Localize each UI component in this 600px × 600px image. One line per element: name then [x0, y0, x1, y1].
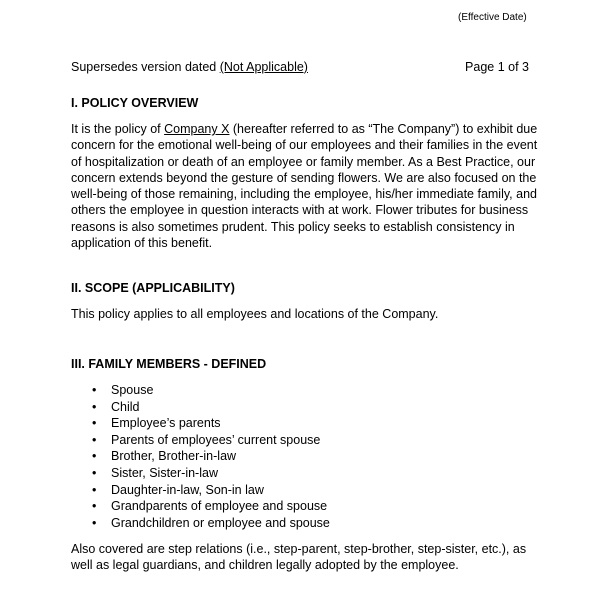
- supersedes-label: Supersedes version dated: [71, 60, 220, 74]
- family-members-list: [92, 382, 330, 531]
- bullet-icon: •: [92, 465, 97, 480]
- bullet-icon: •: [92, 449, 97, 464]
- supersedes-line: [71, 60, 308, 74]
- list-item: • Grandparents of employee and spouse: [92, 499, 328, 514]
- list-item: • Brother, Brother-in-law: [92, 449, 237, 464]
- company-name: Company X: [164, 122, 230, 136]
- list-item: • Employee’s parents: [92, 416, 221, 431]
- bullet-icon: •: [92, 432, 97, 447]
- bullet-icon: •: [92, 482, 97, 497]
- overview-text-rest: (hereafter referred to as “The Company”) to exhibit due concern for the emotional well-being of our employees and their families in the event of hospitalization or death of an employee or family member. As a Best Practice, our concern extends beyond the gesture of sending flowers. We are also focused on the well-being of those remaining, including the employee, his/her immediate family, and others the employee in question interacts with at work. Flower tributes for business reasons is also sometimes prudent. This policy seeks to establish consistency in application of this benefit.: [71, 122, 538, 251]
- overview-paragraph: [71, 121, 543, 251]
- bullet-icon: •: [92, 499, 97, 514]
- section-heading-scope: II. SCOPE (APPLICABILITY): [71, 281, 235, 295]
- bullet-icon: •: [92, 383, 97, 397]
- section-heading-overview: I. POLICY OVERVIEW: [71, 96, 199, 110]
- scope-paragraph: This policy applies to all employees and locations of the Company.: [71, 307, 439, 321]
- list-item: • Grandchildren or employee and spouse: [92, 515, 330, 530]
- section-heading-family: III. FAMILY MEMBERS - DEFINED: [71, 357, 267, 371]
- overview-text-start: It is the policy of: [71, 122, 165, 136]
- effective-date: (Effective Date): [458, 12, 527, 23]
- list-item: • Child: [92, 399, 140, 414]
- page-indicator: Page 1 of 3: [465, 60, 529, 74]
- version-header: [71, 60, 529, 74]
- supersedes-value: (Not Applicable): [219, 60, 308, 74]
- family-footer-paragraph: Also covered are step relations (i.e., step-parent, step-brother, step-sister, etc.), as well as legal guardians, and children legally adopted by the employee.: [71, 542, 527, 573]
- list-item: • Daughter-in-law, Son-in law: [92, 482, 264, 497]
- list-item: • Parents of employees’ current spouse: [92, 432, 321, 447]
- list-item: • Sister, Sister-in-law: [92, 465, 218, 480]
- bullet-icon: •: [92, 416, 97, 431]
- list-item: • Spouse: [92, 383, 154, 397]
- bullet-icon: •: [92, 399, 97, 414]
- bullet-icon: •: [92, 515, 97, 530]
